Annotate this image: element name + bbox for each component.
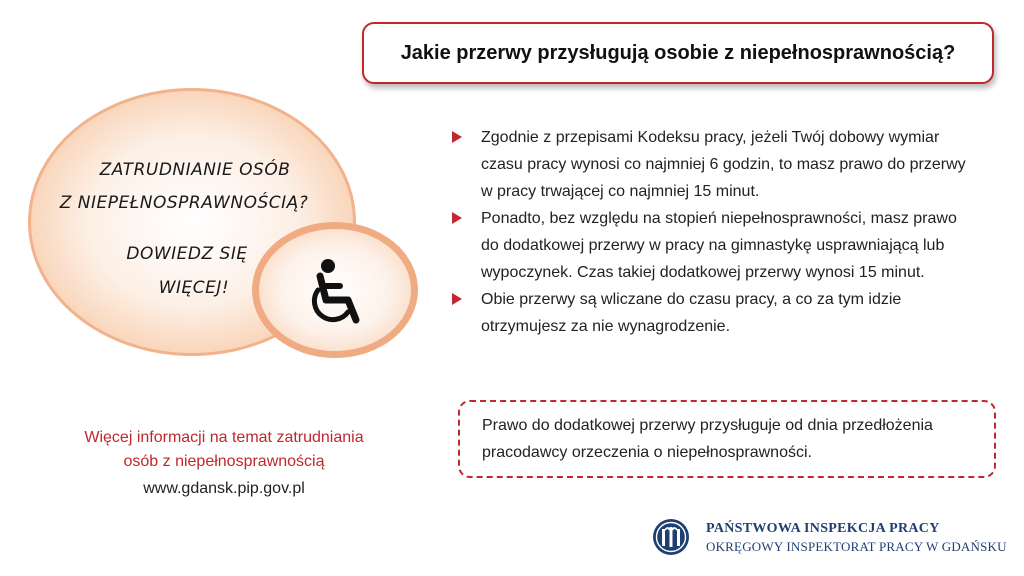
bubble-line-1: ZATRUDNIANIE OSÓB	[99, 160, 291, 180]
logo-subtitle: OKRĘGOWY INSPEKTORAT PRACY W GDAŃSKU	[706, 539, 1007, 554]
more-info	[34, 426, 414, 474]
arrow-bullet-icon	[452, 293, 462, 305]
arrow-bullet-icon	[452, 212, 462, 224]
list-item: Obie przerwy są wliczane do czasu pracy, a co za tym idzie otrzymujesz za nie wynagrodzenie.	[452, 286, 972, 340]
pip-logo-icon	[652, 518, 690, 556]
note-text: Prawo do dodatkowej przerwy przysługuje od dnia przedłożenia pracodawcy orzeczenia o niepełnosprawności.	[482, 417, 933, 461]
more-info-line-1: Więcej informacji na temat zatrudniania	[84, 429, 364, 446]
wheelchair-icon	[304, 256, 376, 328]
note-box	[458, 400, 996, 478]
bubble-line-3: DOWIEDZ SIĘ	[126, 244, 248, 264]
bubble-line-2: Z NIEPEŁNOSPRAWNOŚCIĄ?	[59, 193, 309, 213]
logo-name: PAŃSTWOWA INSPEKCJA PRACY	[706, 521, 940, 536]
more-info-line-2: osób z niepełnosprawnością	[123, 453, 325, 470]
list-item: Zgodnie z przepisami Kodeksu pracy, jeżeli Twój dobowy wymiar czasu pracy wynosi co najmniej 6 godzin, to masz prawo do przerwy w pracy trwającej co najmniej 15 minut.	[452, 124, 972, 205]
bubble-line-4: WIĘCEJ!	[158, 278, 230, 298]
website-link[interactable]: www.gdansk.pip.gov.pl	[143, 480, 305, 497]
page-title-text: Jakie przerwy przysługują osobie z niepełnosprawnością?	[400, 41, 956, 64]
page-title	[362, 22, 994, 84]
points-list	[452, 124, 972, 340]
list-item: Ponadto, bez względu na stopień niepełnosprawności, masz prawo do dodatkowej przerwy w pracy na gimnastykę usprawniającą lub wypoczynek. Czas takiej dodatkowej przerwy wynosi 15 minut.	[452, 205, 972, 286]
arrow-bullet-icon	[452, 131, 462, 143]
